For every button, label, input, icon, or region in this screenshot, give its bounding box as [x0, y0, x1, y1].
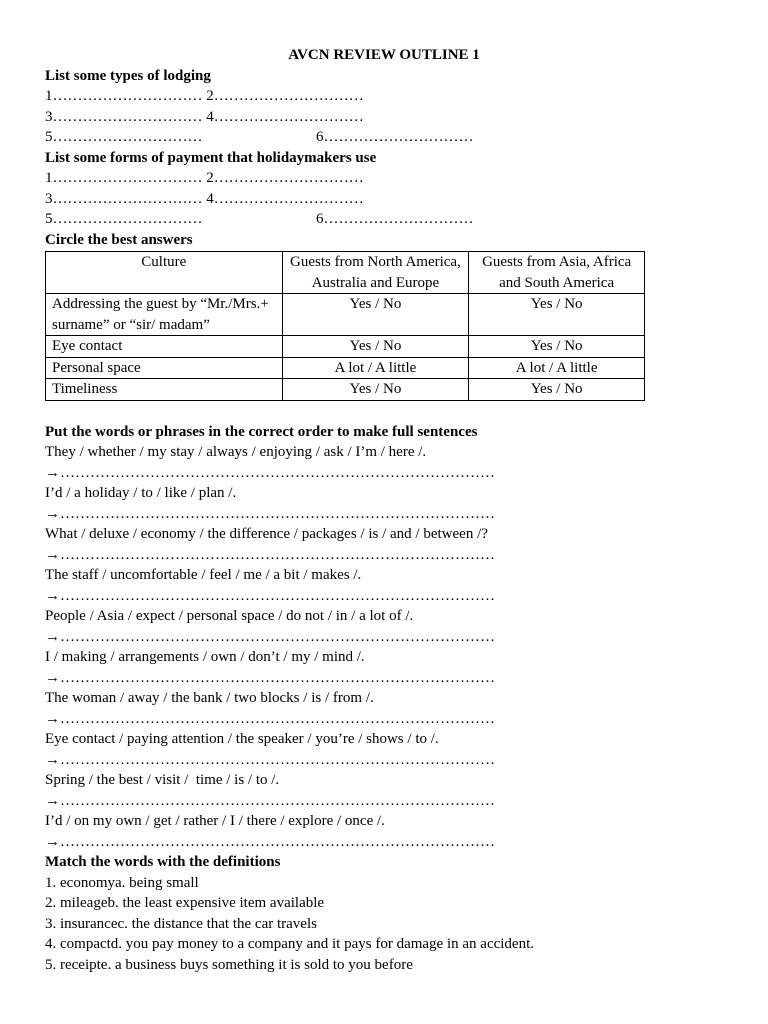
table-header-asian: Guests from Asia, Africa and South America [469, 252, 645, 294]
payment-blank-4[interactable]: 4………………………… [206, 190, 364, 207]
order-sentence: I / making / arrangements / own / don’t / my / mind /. [45, 649, 365, 665]
order-heading: Put the words or phrases in the correct order to make full sentences [45, 423, 478, 440]
table-cell-choice[interactable]: A lot / A little [469, 357, 645, 379]
lodging-blank-3[interactable]: 3………………………… [45, 108, 203, 125]
order-sentence: Eye contact / paying attention / the speaker / you’re / shows / to /. [45, 731, 439, 747]
order-sentence: I’d / a holiday / to / like / plan /. [45, 485, 237, 501]
table-cell-choice[interactable]: Yes / No [469, 336, 645, 358]
lodging-blank-2[interactable]: 2………………………… [206, 88, 364, 104]
answer-line[interactable]: →…………………………………………………………………………… [45, 505, 495, 522]
table-row [46, 336, 645, 358]
order-sentence: The staff / uncomfortable / feel / me / a bit / makes /. [45, 567, 362, 583]
match-heading: Match the words with the definitions [45, 854, 281, 870]
payment-blank-3[interactable]: 3………………………… [45, 190, 203, 207]
table-cell-topic: Personal space [46, 357, 283, 379]
answer-line[interactable]: →…………………………………………………………………………… [45, 669, 495, 686]
table-header-western: Guests from North America, Australia and Europe [282, 252, 469, 294]
page-title: AVCN REVIEW OUTLINE 1 [288, 47, 480, 63]
lodging-blank-4[interactable]: 4………………………… [206, 108, 364, 125]
answer-line[interactable]: →…………………………………………………………………………… [45, 464, 495, 481]
table-cell-choice[interactable]: Yes / No [282, 294, 469, 336]
table-row [46, 357, 645, 379]
order-list [45, 442, 725, 852]
table-cell-topic: Timeliness [46, 379, 283, 401]
order-sentence: I’d / on my own / get / rather / I / there / explore / once /. [45, 813, 385, 829]
payment-blank-5[interactable]: 5………………………… [45, 211, 203, 227]
answer-line[interactable]: →…………………………………………………………………………… [45, 833, 495, 850]
table-cell-topic: Eye contact [46, 336, 283, 358]
culture-table [45, 251, 645, 401]
table-cell-choice[interactable]: Yes / No [282, 336, 469, 358]
payment-blank-2[interactable]: 2………………………… [206, 170, 364, 186]
lodging-blank-6[interactable]: 6………………………… [316, 129, 474, 145]
lodging-blank-5[interactable]: 5………………………… [45, 129, 203, 145]
answer-line[interactable]: →…………………………………………………………………………… [45, 710, 495, 727]
answer-line[interactable]: →…………………………………………………………………………… [45, 628, 495, 645]
answer-line[interactable]: →…………………………………………………………………………… [45, 587, 495, 604]
lodging-heading: List some types of lodging [45, 67, 211, 84]
match-item: 4. compactd. you pay money to a company and it pays for damage in an accident. [45, 936, 535, 952]
order-sentence: What / deluxe / economy / the difference / packages / is / and / between /? [45, 526, 488, 542]
payment-blank-6[interactable]: 6………………………… [316, 211, 474, 227]
table-cell-choice[interactable]: Yes / No [282, 379, 469, 401]
lodging-row-1 [45, 86, 725, 107]
table-cell-topic: Addressing the guest by “Mr./Mrs.+ surname” or “sir/ madam” [46, 294, 283, 336]
payment-blank-1[interactable]: 1………………………… [45, 170, 203, 186]
payment-row-2 [45, 189, 725, 210]
lodging-row-3 [45, 127, 725, 148]
table-header-row [46, 252, 645, 294]
table-cell-choice[interactable]: Yes / No [469, 294, 645, 336]
lodging-row-2 [45, 107, 725, 128]
lodging-blank-1[interactable]: 1………………………… [45, 88, 203, 104]
match-item: 3. insurancec. the distance that the car travels [45, 915, 317, 932]
table-header-culture: Culture [46, 252, 283, 294]
table-cell-choice[interactable]: A lot / A little [282, 357, 469, 379]
answer-line[interactable]: →…………………………………………………………………………… [45, 751, 495, 768]
section-spacer [45, 401, 725, 422]
match-item: 1. economya. being small [45, 874, 199, 891]
document-page [45, 45, 725, 975]
circle-heading: Circle the best answers [45, 231, 193, 248]
payment-heading: List some forms of payment that holidaymakers use [45, 149, 377, 166]
answer-line[interactable]: →…………………………………………………………………………… [45, 792, 495, 809]
table-row [46, 379, 645, 401]
match-list [45, 873, 725, 976]
order-sentence: The woman / away / the bank / two blocks / is / from /. [45, 690, 374, 706]
match-item: 5. receipte. a business buys something it is sold to you before [45, 956, 413, 973]
table-row [46, 294, 645, 336]
payment-row-1 [45, 168, 725, 189]
answer-line[interactable]: →…………………………………………………………………………… [45, 546, 495, 563]
payment-row-3 [45, 209, 725, 230]
order-sentence: People / Asia / expect / personal space / do not / in / a lot of /. [45, 608, 414, 624]
order-sentence: Spring / the best / visit / time / is / to /. [45, 772, 280, 788]
match-item: 2. mileageb. the least expensive item available [45, 895, 325, 911]
table-cell-choice[interactable]: Yes / No [469, 379, 645, 401]
order-sentence: They / whether / my stay / always / enjoying / ask / I’m / here /. [45, 444, 427, 460]
